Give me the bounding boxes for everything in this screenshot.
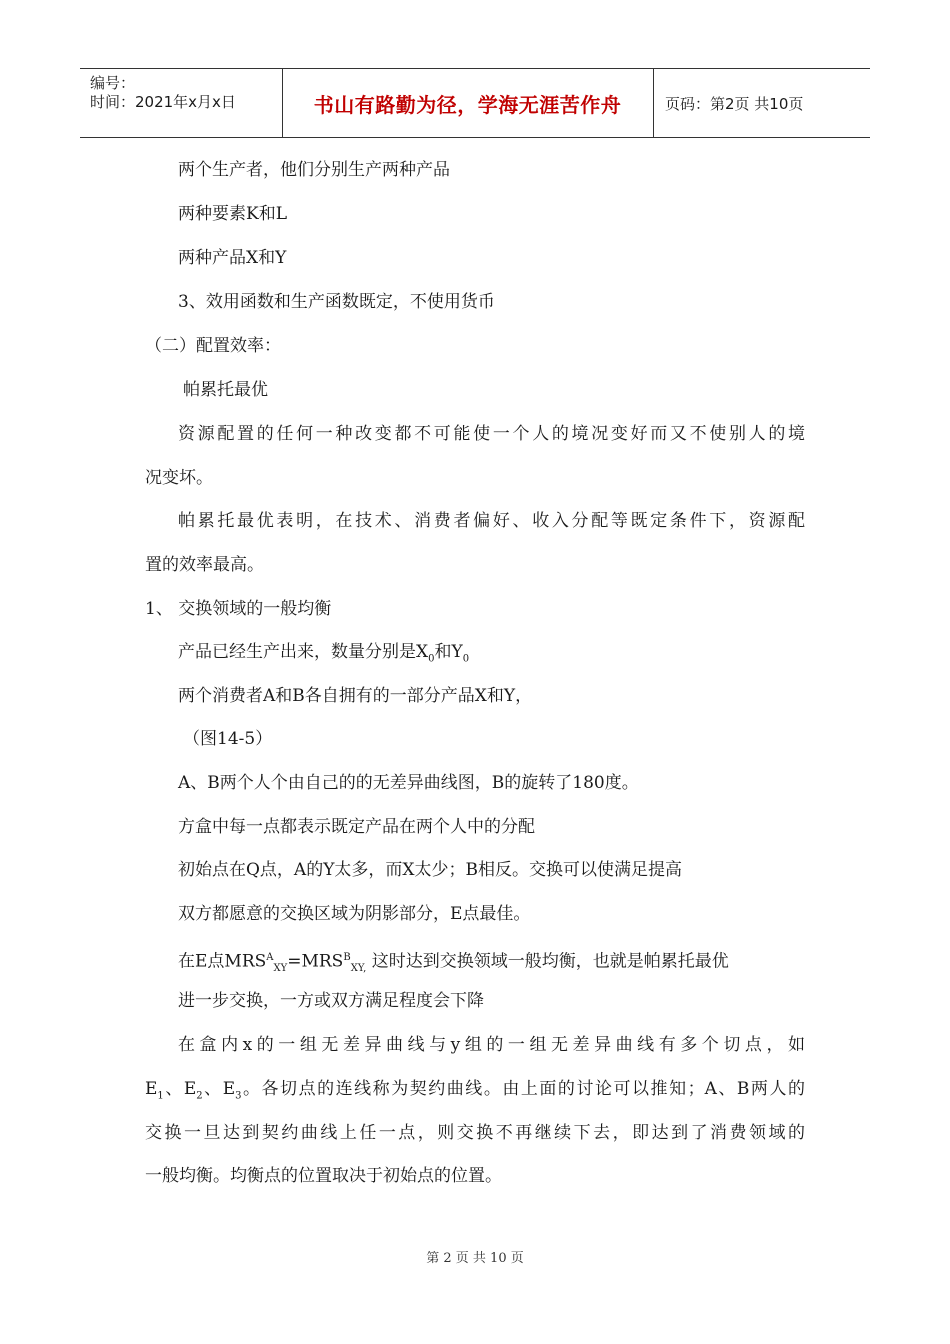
paragraph: 一般均衡。均衡点的位置取决于初始点的位置。 [145,1166,502,1186]
text-run: E [145,1079,158,1099]
paragraph: 初始点在Q点，A的Y太多，而X太少；B相反。交换可以使满足提高 [178,860,683,880]
text-run: 、E [163,1079,197,1099]
page-header [80,68,870,138]
paragraph [178,640,469,671]
paragraph: 在盒内x的一组无差异曲线与y组的一组无差异曲线有多个切点，如 [178,1035,805,1055]
header-motto-cell [282,69,654,137]
paragraph: 进一步交换，一方或双方满足程度会下降 [178,991,484,1011]
text-run: 和Y [434,642,463,662]
paragraph: 两种产品X和Y [178,248,287,268]
text-run: =MRS [287,951,344,972]
paragraph [145,1077,805,1108]
subscript: 0 [462,653,470,665]
paragraph: 况变坏。 [145,468,213,488]
paragraph: 交换一旦达到契约曲线上任一点，则交换不再继续下去，即达到了消费领域的 [145,1123,805,1143]
serial-label: 编号： [90,74,136,92]
subscript: 1 [157,1090,164,1102]
paragraph [178,946,729,981]
paragraph: 双方都愿意的交换区域为阴影部分，E点最佳。 [178,904,531,924]
page-footer: 第 2 页 共 10 页 [426,1251,524,1266]
paragraph: 帕累托最优表明，在技术、消费者偏好、收入分配等既定条件下，资源配 [178,511,805,531]
paragraph: 方盒中每一点都表示既定产品在两个人中的分配 [178,817,535,837]
paragraph: 两个生产者，他们分别生产两种产品 [178,160,450,180]
paragraph: 资源配置的任何一种改变都不可能使一个人的境况变好而又不使别人的境 [178,424,805,444]
subscript: 3 [235,1090,242,1102]
subscript: 0 [428,653,435,665]
text-run: 。各切点的连线称为契约曲线。由上面的讨论可以推知；A、B两人的 [241,1079,805,1099]
superscript: A [266,952,274,963]
paragraph: 两种要素K和L [178,204,287,224]
text-run: 、E [202,1079,236,1099]
paragraph: A、B两个人个由自己的的无差异曲线图，B的旋转了180度。 [178,773,639,793]
paragraph: 两个消费者A和B各自拥有的一部分产品X和Y， [178,686,533,706]
text-run: 在E点MRS [178,951,267,972]
page-info: 页码：第2页 共10页 [665,94,804,113]
time-label: 时间：2021年x月x日 [90,93,236,111]
section-heading: （二）配置效率： [145,336,281,356]
header-meta-cell [80,69,283,137]
subscript: XY, [350,963,367,975]
text-run: 这时达到交换领域一般均衡，也就是帕累托最优 [366,951,729,972]
paragraph: 置的效率最高。 [145,555,264,575]
header-page-cell [653,69,870,137]
paragraph: 3、效用函数和生产函数既定，不使用货币 [178,292,495,312]
motto-text: 书山有路勤为径，学海无涯苦作舟 [313,92,622,117]
superscript: B [343,952,351,963]
text-run: 产品已经生产出来，数量分别是X [178,642,429,662]
sub-heading: 帕累托最优 [183,380,268,400]
section-heading: 1、 交换领域的一般均衡 [145,599,332,619]
subscript: XY [273,963,288,975]
subscript: 2 [196,1090,203,1102]
figure-reference: （图14-5） [183,729,273,749]
